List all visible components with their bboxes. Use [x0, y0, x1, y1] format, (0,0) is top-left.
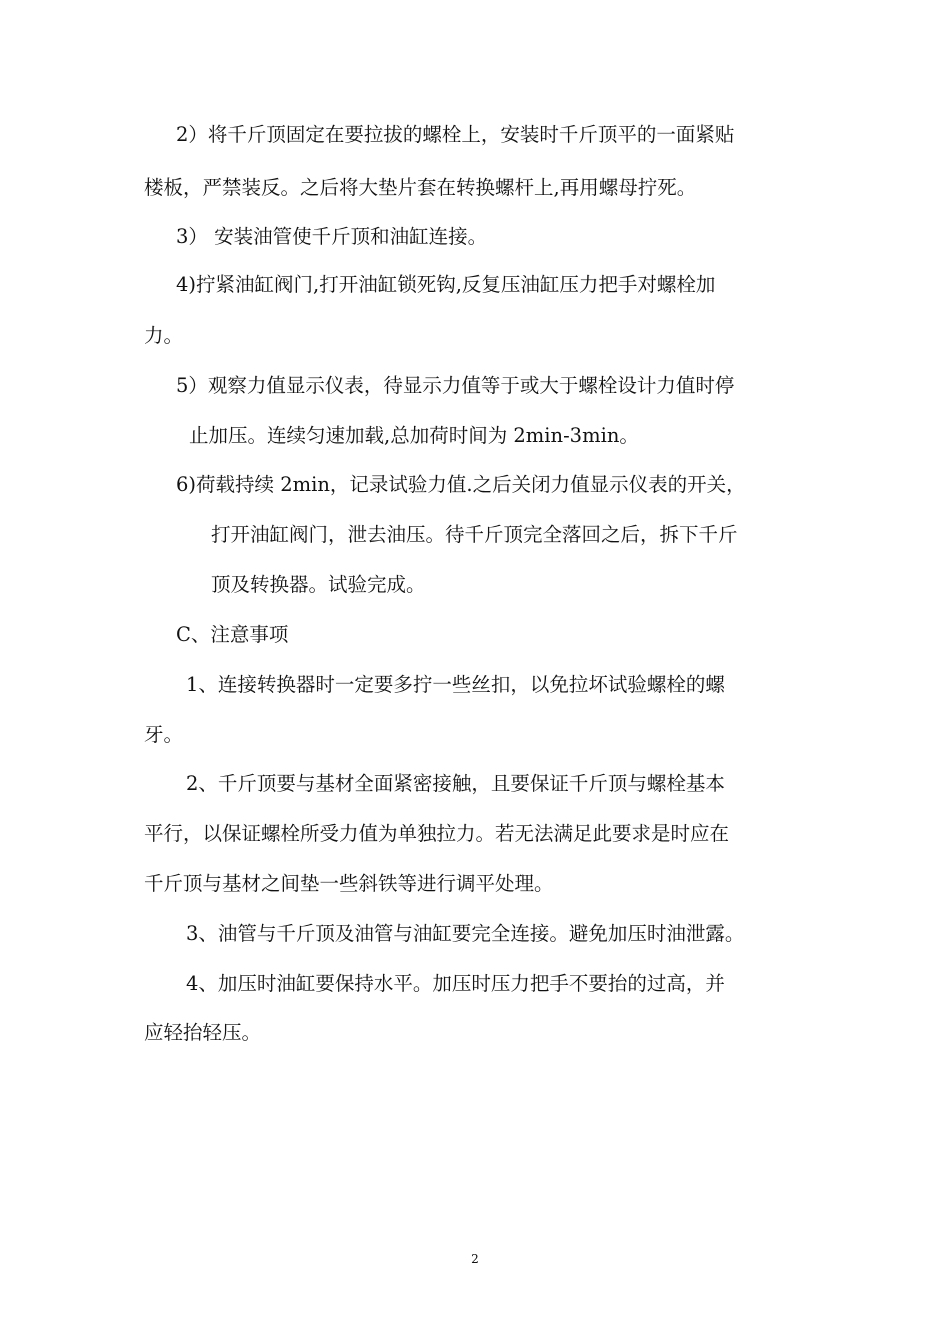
text-line-14: 2、千斤顶要与基材全面紧密接触，且要保证千斤顶与螺栓基本 [186, 772, 725, 795]
text-line-19: 应轻抬轻压。 [144, 1021, 262, 1044]
text-line-16: 千斤顶与基材之间垫一些斜铁等进行调平处理。 [144, 872, 554, 895]
text-line-10: 顶及转换器。试验完成。 [211, 573, 426, 596]
section-heading: C、注意事项 [176, 623, 289, 646]
text-line-5: 力。 [144, 324, 184, 347]
text-line-9: 打开油缸阀门，泄去油压。待千斤顶完全落回之后，拆下千斤 [211, 523, 738, 546]
text-line-12: 1、连接转换器时一定要多拧一些丝扣，以免拉坏试验螺栓的螺 [186, 673, 725, 696]
text-line-18: 4、加压时油缸要保持水平。加压时压力把手不要抬的过高，并 [186, 972, 725, 995]
text-line-13: 牙。 [144, 723, 184, 746]
text-line-1: 2）将千斤顶固定在要拉拔的螺栓上，安装时千斤顶平的一面紧贴 [176, 123, 735, 146]
text-line-2: 楼板，严禁装反。之后将大垫片套在转换螺杆上,再用螺母拧死。 [144, 176, 697, 199]
text-line-7: 止加压。连续匀速加载,总加荷时间为 2min-3min。 [189, 424, 639, 447]
text-line-8: 6)荷载持续 2min，记录试验力值.之后关闭力值显示仪表的开关， [176, 473, 746, 496]
text-line-3: 3） 安装油管使千斤顶和油缸连接。 [176, 225, 488, 248]
text-line-15: 平行，以保证螺栓所受力值为单独拉力。若无法满足此要求是时应在 [144, 822, 730, 845]
text-line-6: 5）观察力值显示仪表，待显示力值等于或大于螺栓设计力值时停 [176, 374, 735, 397]
text-line-4: 4)拧紧油缸阀门,打开油缸锁死钩,反复压油缸压力把手对螺栓加 [176, 273, 716, 296]
text-line-17: 3、油管与千斤顶及油管与油缸要完全连接。避免加压时油泄露。 [186, 922, 745, 945]
page-number: 2 [471, 1252, 479, 1266]
